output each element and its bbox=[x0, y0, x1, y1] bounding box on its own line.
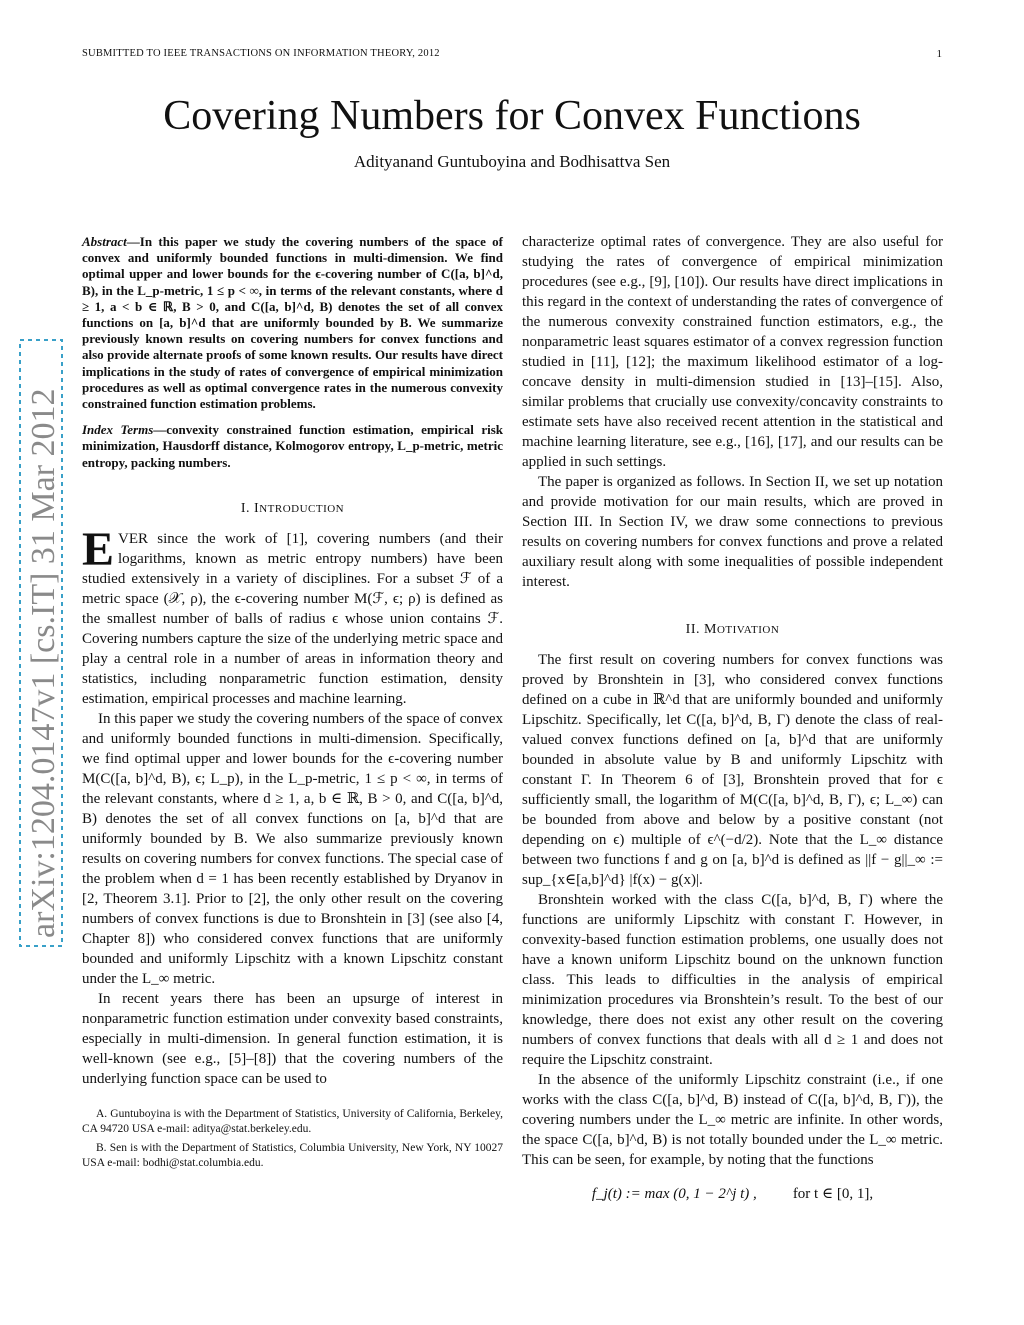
right-column bbox=[522, 232, 943, 1203]
arxiv-stamp-graphic bbox=[14, 338, 68, 948]
intro-paragraph-1 bbox=[82, 522, 503, 709]
index-terms-lead: Index Terms bbox=[82, 422, 154, 438]
abstract-paragraph bbox=[82, 234, 503, 412]
arxiv-stamp bbox=[14, 338, 68, 948]
motivation-paragraph-1: The first result on covering numbers for convex functions was proved by Bronshtein in [3], who considered convex functions defined on a cube in ℝ^d that are uniformly bounded and uniformly Lipschitz. Specifically, let C([a, b]^d, B, Γ) denote the class of real-valued convex functions defined on [a, b]^d that are uniformly bounded in absolute value by B and uniformly Lipschitz with constant Γ. In Theorem 6 of [3], Bronshtein proved that for ϵ sufficiently small, the logarithm of M(C([a, b]^d, B, Γ), ϵ; L_∞) can be bounded from above and below by a positive constant (not depending on ϵ) multiple of ϵ^(−d/2). Note that the L_∞ distance between two functions f and g on [a, b]^d is defined as ||f − g||_∞ := sup_{x∈[a,b]^d} |f(x) − g(x)|. bbox=[522, 652, 943, 888]
abstract bbox=[82, 234, 503, 471]
left-column bbox=[82, 234, 503, 1175]
organization-paragraph: The paper is organized as follows. In Section II, we set up notation and provide motivation for our main results, which are proved in Section III. In Section IV, we draw some connections to previous results on covering numbers for convex functions and prove a related auxiliary result along with some inequalities of possible independent interest. bbox=[522, 474, 943, 590]
section-number: II. bbox=[685, 622, 700, 637]
running-head: SUBMITTED TO IEEE TRANSACTIONS ON INFORMATION THEORY, 2012 bbox=[82, 48, 440, 59]
footnotes bbox=[82, 1107, 503, 1171]
section-number: I. bbox=[240, 500, 251, 516]
section-initial: I bbox=[254, 500, 260, 516]
motivation-paragraph-3: In the absence of the uniformly Lipschitz constraint (i.e., if one works with the class C([a, b]^d, B) instead of C([a, b]^d, B, Γ)), the covering numbers under the L_∞ metric are infinite. In other words, the space C([a, b]^d, B) is not totally bounded under the L_∞ metric. This can be seen, for example, by noting that the functions bbox=[522, 1072, 943, 1168]
abstract-text: —In this paper we study the covering numbers of the space of convex and uniformly bounded functions in multi-dimension. We find optimal upper and lower bounds for the ϵ-covering number of C([a, b]^d, B), in the L_p-metric, 1 ≤ p < ∞, in terms of the relevant constants, where d ≥ 1, a < b ∈ ℝ, B > 0, and C([a, b]^d, B) denotes the set of all convex functions on [a, b]^d that are uniformly bounded by B. We summarize previously known results on covering numbers for convex functions and also provide alternate proofs of some known results. Our results have direct implications in the study of rates of convergence of empirical minimization procedures as well as optimal convergence rates in the numerous convexity constrained function estimation problems. bbox=[82, 234, 503, 412]
page-number: 1 bbox=[936, 48, 942, 60]
arxiv-stamp-text: arXiv:1204.0147v1 [cs.IT] 31 Mar 2012 bbox=[25, 388, 62, 938]
index-terms bbox=[82, 422, 503, 471]
motivation-paragraph-2: Bronshtein worked with the class C([a, b]^d, B, Γ) where the functions are uniformly Lipschitz with constant Γ. However, in convexity-based function estimation problems, one usually does not have a known uniform Lipschitz bound on the unknown function class. This leads to difficulties in the analysis of empirical minimization procedures via Bronshtein’s result. To the best of our knowledge, there does not exist any other result on the covering numbers of convex functions that deals with all d ≥ 1 and does not require the Lipschitz constraint. bbox=[522, 892, 943, 1068]
footnote-guntuboyina: A. Guntuboyina is with the Department of Statistics, University of California, Berkeley, CA 94720 USA e-mail: aditya@stat.berkeley.edu. bbox=[82, 1107, 503, 1135]
introduction-body bbox=[82, 522, 503, 1089]
right-column-body bbox=[522, 232, 943, 592]
continued-paragraph: characterize optimal rates of convergence. They are also useful for studying the rates of convergence of empirical minimization procedures (see e.g., [9], [10]). Our results have direct implications in this regard in the context of understanding the rates of convergence of the numerous convexity constrained function estimators, e.g., the nonparametric least squares estimator of a convex regression function studied in [11], [12]; the maximum likelihood estimator of a log-concave density in multi-dimension studied in [13]–[15]. Also, similar problems that crucially use convexity/concavity constraints to estimate sets have also received recent attention in the statistical and machine learning literature, see e.g., [16], [17], and our results can be applied in such settings. bbox=[522, 234, 943, 470]
section-heading-introduction bbox=[82, 501, 503, 517]
intro-paragraph-2: In this paper we study the covering numbers of the space of convex and uniformly bounded functions in multi-dimension. Specifically, we find optimal upper and lower bounds for the ϵ-covering number M(C([a, b]^d, B), ϵ; L_p), in the L_p-metric, 1 ≤ p < ∞, in terms of the relevant constants, where d ≥ 1, a, b ∈ ℝ, B > 0, and C([a, b]^d, B) denotes the set of all convex functions on [a, b]^d that are uniformly bounded by B. We also summarize previously known results on covering numbers for convex functions. The special case of the problem when d = 1 has been recently established by Dryanov in [2, Theorem 3.1]. Prior to [2], the only other result on the covering numbers of convex functions is due to Bronshtein in [3] (see also [4, Chapter 8]) who considered convex functions that are uniformly bounded and uniformly Lipschitz with a known Lipschitz constant under the L_∞ metric. bbox=[82, 710, 503, 987]
intro-paragraph-3: In recent years there has been an upsurge of interest in nonparametric function estimation under convexity based constraints, especially in multi-dimension. In general function estimation, it is well-known (see e.g., [5]–[8]) that the covering numbers of the underlying function space can be used to bbox=[82, 990, 503, 1087]
display-equation bbox=[522, 1184, 943, 1203]
paper-title: Covering Numbers for Convex Functions bbox=[163, 93, 861, 139]
index-terms-text: —convexity constrained function estimation, empirical risk minimization, Hausdorff distance, Kolmogorov entropy, L_p-metric, metric entropy, packing numbers. bbox=[82, 422, 503, 470]
section-heading-motivation bbox=[522, 622, 943, 638]
section-title-rest: NTRODUCTION bbox=[259, 502, 345, 515]
abstract-lead: Abstract bbox=[82, 234, 127, 249]
footnote-sen: B. Sen is with the Department of Statistics, Columbia University, New York, NY 10027 USA e-mail: bodhi@stat.columbia.edu. bbox=[82, 1141, 503, 1169]
dropcap-letter: E bbox=[82, 522, 115, 576]
paper-authors: Adityanand Guntuboyina and Bodhisattva Sen bbox=[353, 152, 671, 171]
equation-condition: for t ∈ [0, 1], bbox=[792, 1186, 874, 1202]
section-title-rest: OTIVATION bbox=[716, 624, 780, 636]
intro-paragraph-1-text: VER since the work of [1], covering numbers (and their logarithms, known as metric entropy numbers) have been studied extensively in a variety of disciplines. For a subset ℱ of a metric space (𝒳, ρ), the ϵ-covering number M(ℱ, ϵ; ρ) is defined as the smallest number of balls of radius ϵ whose union contains ℱ. Covering numbers capture the size of the underlying metric space and play a central role in a number of areas in information theory and statistics, including nonparametric function estimation, density estimation, empirical processes and machine learning. bbox=[82, 530, 503, 707]
equation-body: f_j(t) := max (0, 1 − 2^j t) , bbox=[591, 1186, 757, 1202]
section-initial: M bbox=[704, 622, 717, 637]
motivation-body bbox=[522, 650, 943, 1170]
